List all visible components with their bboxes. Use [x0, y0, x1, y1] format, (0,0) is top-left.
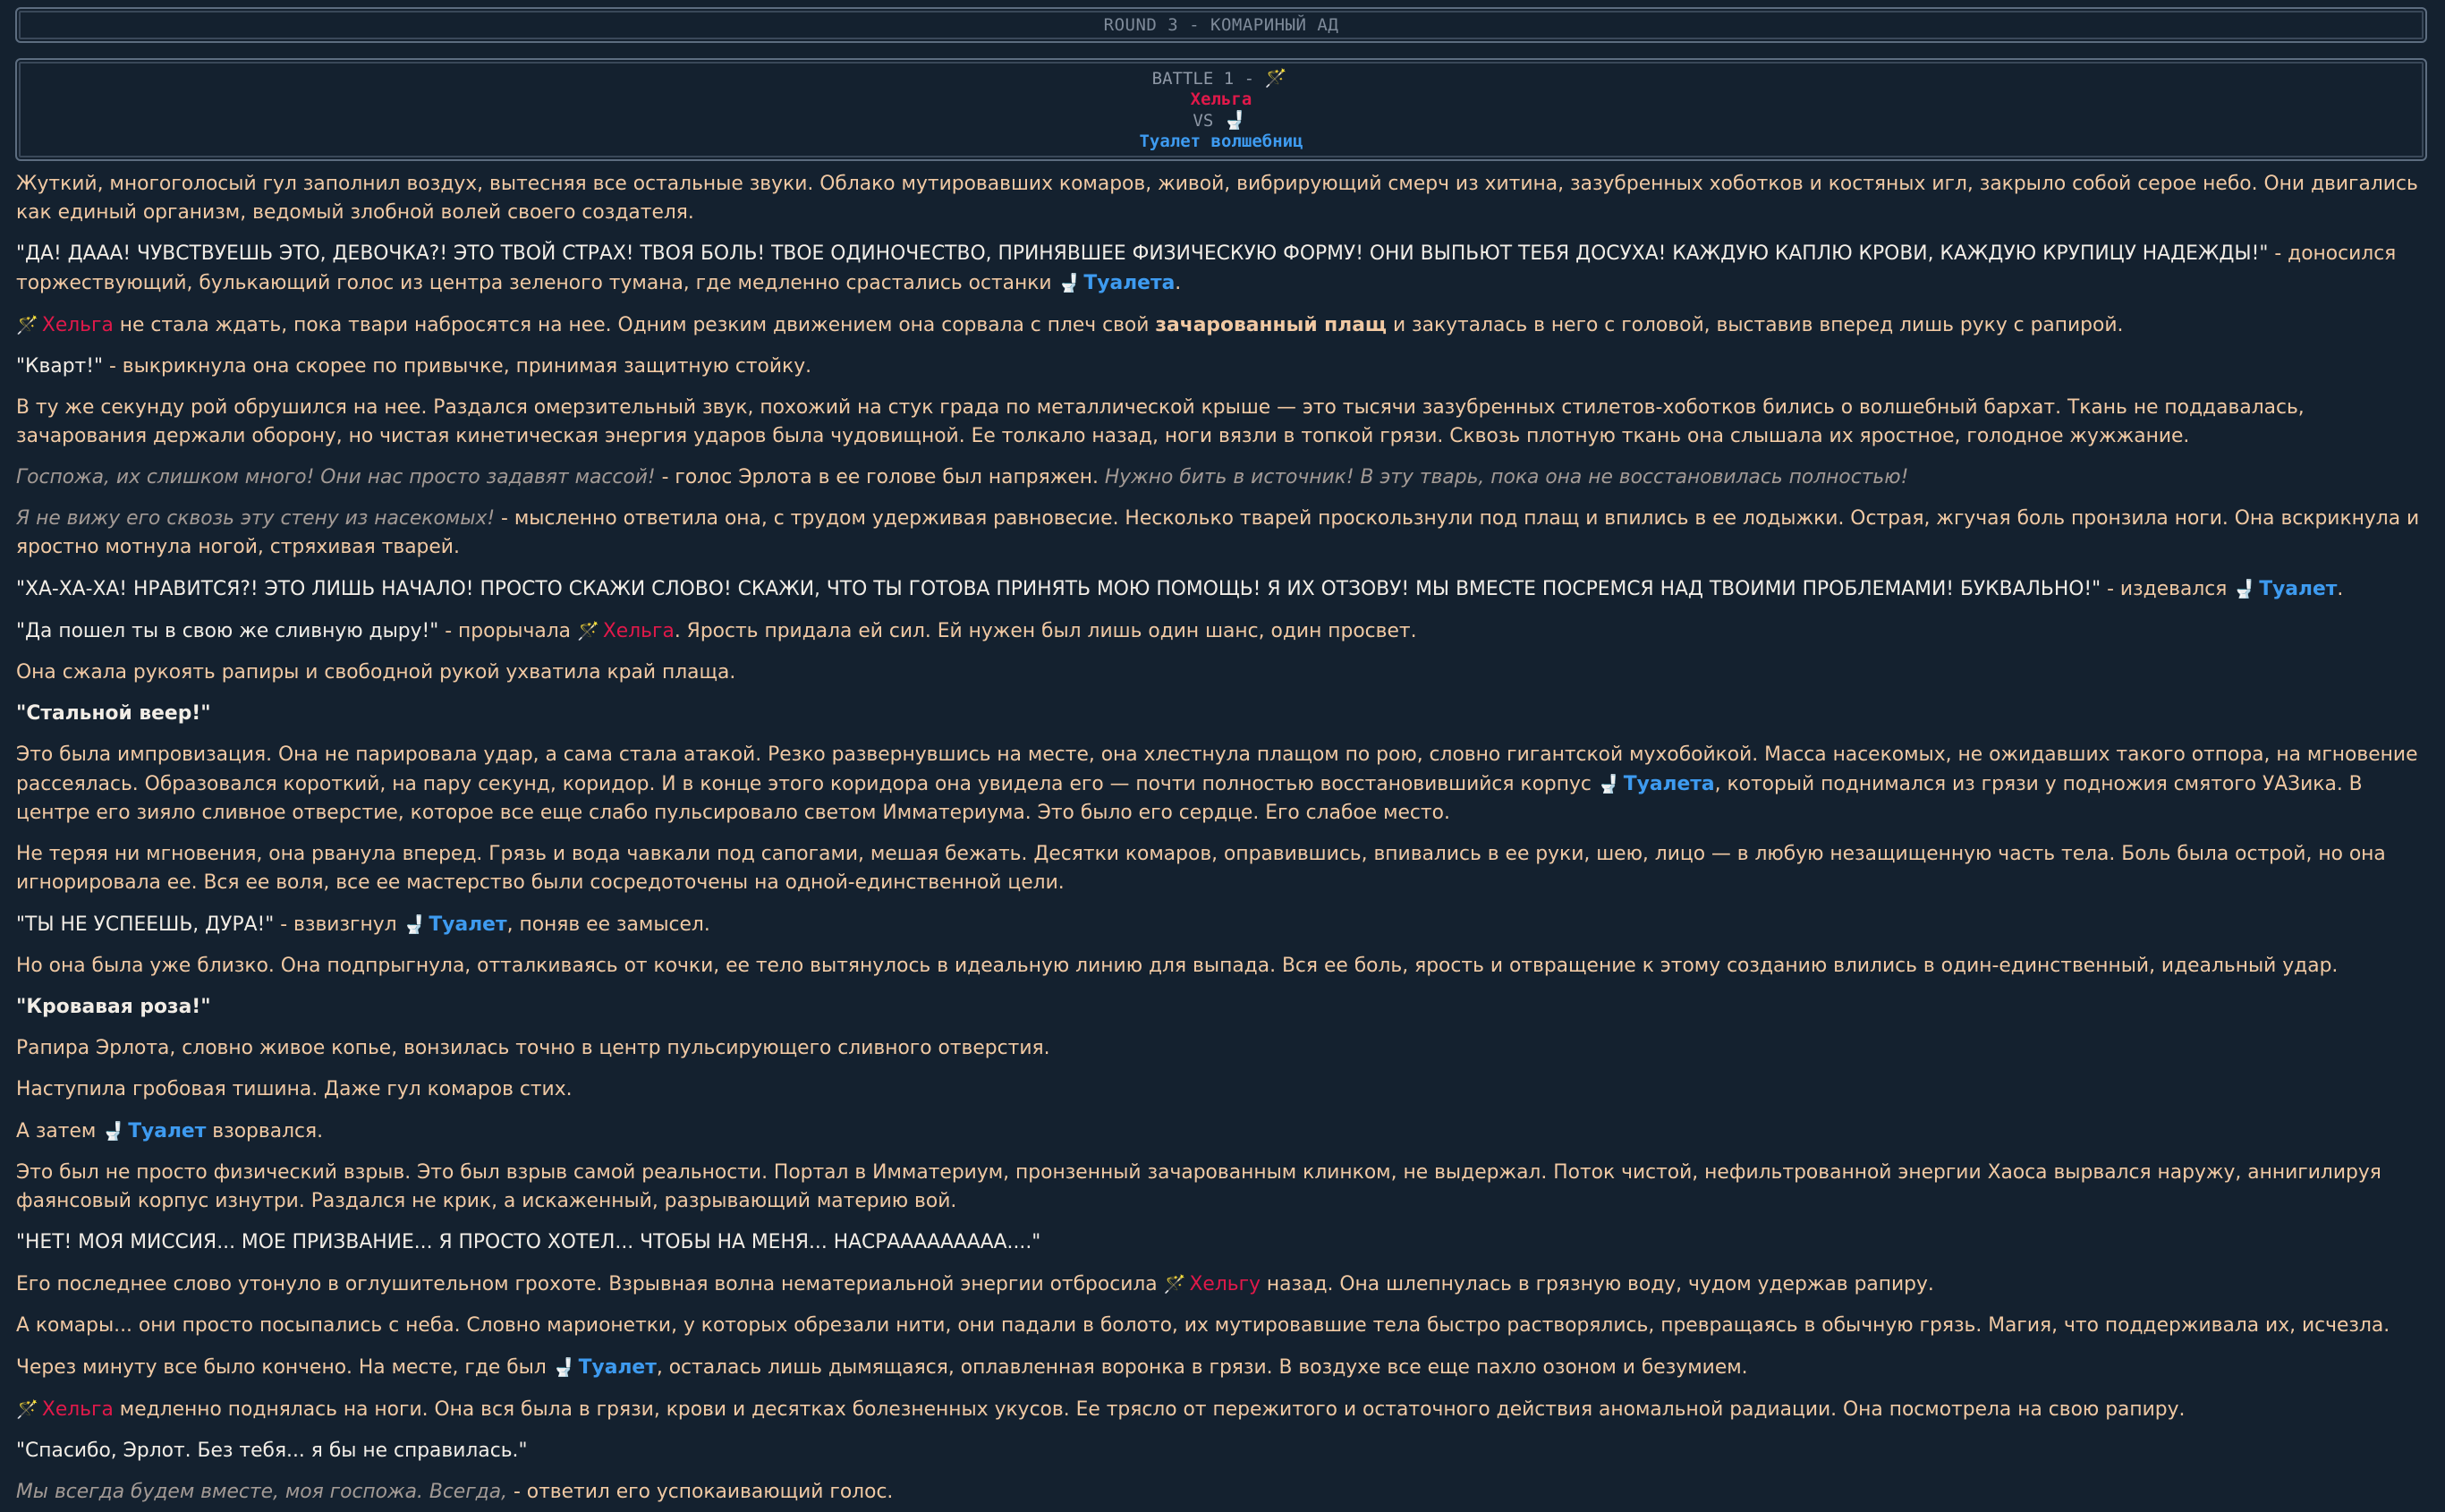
paragraph: [16, 353, 2432, 381]
paragraph: [16, 1270, 2432, 1299]
fighter-2-mention: Туалет: [578, 1356, 657, 1379]
paragraph: [16, 574, 2432, 604]
quote: "Кварт!": [16, 355, 104, 378]
toilet-icon: 🚽: [1597, 773, 1620, 794]
fighter-2-mention: Туалета: [1623, 773, 1715, 795]
quote: "ДА! ДААА! ЧУВСТВУЕШЬ ЭТО, ДЕВОЧКА?! ЭТО ТВОЙ СТРАХ! ТВОЯ БОЛЬ! ТВОЕ ОДИНОЧЕСТВО, ПРИНЯВШЕЕ ФИЗИЧЕСКУЮ ФОРМУ! ОНИ ВЫПЬЮТ ТЕБЯ ДОСУХА! КАЖДУЮ КАПЛЮ КРОВИ, КАЖДУЮ КРУПИЦУ НАДЕЖДЫ!": [16, 242, 2269, 265]
toilet-icon: 🚽: [552, 1356, 575, 1378]
round-header: [15, 7, 2427, 43]
text: Наступила гробовая тишина. Даже гул комаров стих.: [16, 1078, 573, 1100]
fighter-2-mention: Туалет: [2259, 578, 2338, 600]
text: - голос Эрлота в ее голове был напряжен.: [655, 466, 1105, 488]
quote: "Кровавая роза!": [16, 996, 211, 1018]
text: назад. Она шлепнулась в грязную воду, чудом удержав рапиру.: [1260, 1273, 1934, 1295]
text: Это была импровизация. Она не парировала удар, а сама стала атакой. Резко развернувшись на месте, она хлестнула плащом по рою, словно гигантской мухобойкой. Масса насекомых, не ожидавших такого отпора, на мгновение рассеялась. Образовался короткий, на пару секунд, коридор. И в конце этого коридора она увидела его — почти полностью восстановившийся корпус: [16, 743, 2418, 795]
paragraph: [16, 616, 2432, 646]
fighter-1-mention: Хельга: [41, 314, 114, 336]
toilet-icon: 🚽: [1223, 108, 1246, 131]
quote: "НЕТ! МОЯ МИССИЯ... МОЕ ПРИЗВАНИЕ... Я ПРОСТО ХОТЕЛ... ЧТОБЫ НА МЕНЯ... НАСРААААААААА....": [16, 1231, 1041, 1253]
quote: "Стальной веер!": [16, 702, 211, 725]
paragraph: [16, 240, 2432, 298]
magic-wand-icon: 🪄: [1163, 1273, 1186, 1295]
text: А комары... они просто посыпались с неба. Словно марионетки, у которых обрезали нити, они падали в болото, их мутировавшие тела быстро растворялись, превращаясь в обычную грязь. Магия, что поддерживала их, исчезла.: [16, 1314, 2390, 1337]
battle-label: BATTLE 1 -: [1151, 68, 1255, 89]
magic-wand-icon: 🪄: [1264, 66, 1287, 89]
text: Она сжала рукоять рапиры и свободной рукой ухватила край плаща.: [16, 661, 736, 684]
fighter-2-mention: Туалет: [128, 1120, 207, 1142]
battle-header: [15, 58, 2427, 161]
paragraph: [16, 658, 2432, 687]
text: - ответил его успокаивающий голос.: [507, 1481, 894, 1503]
fighter-1-mention: Хельга: [602, 620, 675, 642]
bold-text: зачарованный плащ: [1155, 314, 1388, 336]
fighter-1-mention: Хельга: [41, 1398, 114, 1421]
paragraph: [16, 170, 2432, 227]
toilet-icon: 🚽: [102, 1120, 125, 1142]
text: .: [1175, 272, 1182, 294]
vs-label: VS: [1193, 110, 1214, 131]
text: Но она была уже близко. Она подпрыгнула, отталкиваясь от кочки, ее тело вытянулось в идеальную линию для выпада. Вся ее боль, ярость и отвращение к этому созданию влились в один-единственный, идеальный удар.: [16, 955, 2339, 977]
magic-wand-icon: 🪄: [576, 620, 599, 641]
fighter-1-mention: Хельгу: [1189, 1273, 1261, 1295]
italic-thought: Мы всегда будем вместе, моя госпожа. Всегда,: [16, 1481, 508, 1503]
text: А затем: [16, 1120, 103, 1142]
italic-thought: Госпожа, их слишком много! Они нас просто задавят массой!: [16, 466, 656, 488]
text: - издевался: [2101, 578, 2234, 600]
text: и закуталась в него с головой, выставив вперед лишь руку с рапирой.: [1387, 314, 2124, 336]
text: Это был не просто физический взрыв. Это был взрыв самой реальности. Портал в Имматериум, пронзенный зачарованным клинком, не выдержал. Поток чистой, нефильтрованной энергии Хаоса вырвался наружу, аннигилируя фаянсовый корпус изнутри. Раздался не крик, а искаженный, разрывающий материю вой.: [16, 1161, 2381, 1212]
text: Через минуту все было кончено. На месте, где был: [16, 1356, 553, 1379]
text: Его последнее слово утонуло в оглушительном грохоте. Взрывная волна нематериальной энергии отбросила: [16, 1273, 1164, 1295]
paragraph: [16, 700, 2432, 728]
magic-wand-icon: 🪄: [16, 1398, 38, 1420]
paragraph: [16, 505, 2432, 562]
paragraph: [16, 952, 2432, 981]
paragraph: [16, 1075, 2432, 1104]
paragraph: [16, 1159, 2432, 1216]
paragraph: [16, 1395, 2432, 1424]
paragraph: [16, 1117, 2432, 1146]
text: Жуткий, многоголосый гул заполнил воздух, вытесняя все остальные звуки. Облако мутировавших комаров, живой, вибрирующий смерч из хитина, зазубренных хоботков и костяных игл, закрыло собой серое небо. Они двигались как единый организм, ведомый злобной волей своего создателя.: [16, 173, 2418, 224]
italic-thought: Нужно бить в источник! В эту тварь, пока она не восстановилась полностью!: [1104, 466, 1909, 488]
text: - прорычала: [438, 620, 577, 642]
text: - мысленно ответила она, с трудом удерживая равновесие. Несколько тварей проскользнули под плащ и впились в ее лодыжки. Острая, жгучая боль пронзила ноги. Она вскрикнула и яростно мотнула ногой, стряхивая тварей.: [16, 507, 2420, 558]
paragraph: [16, 1312, 2432, 1340]
paragraph: [16, 1034, 2432, 1063]
fighter-2-mention: Туалета: [1083, 272, 1176, 294]
paragraph: [16, 463, 2432, 492]
text: , осталась лишь дымящаяся, оплавленная воронка в грязи. В воздухе все еще пахло озоном и безумием.: [656, 1356, 1748, 1379]
quote: "ХА-ХА-ХА! НРАВИТСЯ?! ЭТО ЛИШЬ НАЧАЛО! ПРОСТО СКАЖИ СЛОВО! СКАЖИ, ЧТО ТЫ ГОТОВА ПРИНЯТЬ МОЮ ПОМОЩЬ! Я ИХ ОТЗОВУ! МЫ ВМЕСТЕ ПОСРЕМСЯ НАД ТВОИМИ ПРОБЛЕМАМИ! БУКВАЛЬНО!": [16, 578, 2101, 600]
text: не стала ждать, пока твари набросятся на нее. Одним резким движением она сорвала с плеч свой: [113, 314, 1156, 336]
toilet-icon: 🚽: [403, 913, 426, 935]
text: взорвался.: [206, 1120, 324, 1142]
italic-thought: Я не вижу его сквозь эту стену из насекомых!: [16, 507, 496, 530]
paragraph: [16, 993, 2432, 1022]
text: - доносился торжествующий, булькающий голос из центра зеленого тумана, где медленно срастались останки: [16, 242, 2397, 294]
quote: "Спасибо, Эрлот. Без тебя... я бы не справилась.": [16, 1440, 528, 1462]
paragraph: [16, 1353, 2432, 1382]
toilet-icon: 🚽: [2233, 578, 2256, 599]
paragraph: [16, 1228, 2432, 1257]
toilet-icon: 🚽: [1057, 272, 1081, 293]
quote: "Да пошел ты в свою же сливную дыру!": [16, 620, 439, 642]
paragraph: [16, 394, 2432, 451]
paragraph: [16, 1437, 2432, 1465]
text: .: [2337, 578, 2344, 600]
text: - взвизгнул: [274, 913, 403, 936]
text: В ту же секунду рой обрушился на нее. Раздался омерзительный звук, похожий на стук града по металлической крыше — это тысячи зазубренных стилетов-хоботков бились о волшебный бархат. Ткань не поддавалась, зачарования держали оборону, но чистая кинетическая энергия ударов была чудовищной. Ее толкало назад, ноги вязли в топкой грязи. Сквозь плотную ткань она слышала их яростное, голодное жужжание.: [16, 396, 2305, 447]
paragraph: [16, 741, 2432, 828]
paragraph: [16, 310, 2432, 340]
text: медленно поднялась на ноги. Она вся была в грязи, крови и десятках болезненных укусов. Ее трясло от пережитого и остаточного действия аномальной радиации. Она посмотрела на свою рапиру.: [113, 1398, 2186, 1421]
fighter-1-name: Хельга: [1190, 89, 1252, 109]
battle-label-line: [1152, 68, 1291, 89]
story-text: [16, 170, 2432, 1512]
fighter-2-mention: Туалет: [429, 913, 507, 936]
round-title: ROUND 3 - КОМАРИНЫЙ АД: [1103, 15, 1339, 35]
paragraph: [16, 840, 2432, 897]
text: Рапира Эрлота, словно живое копье, вонзилась точно в центр пульсирующего сливного отверстия.: [16, 1037, 1050, 1059]
paragraph: [16, 910, 2432, 939]
fighter-2-name: Туалет волшебниц: [1139, 131, 1303, 151]
text: . Ярость придала ей сил. Ей нужен был лишь один шанс, один просвет.: [674, 620, 1417, 642]
vs-line: [1193, 110, 1249, 132]
text: , поняв ее замысел.: [506, 913, 710, 936]
quote: "ТЫ НЕ УСПЕЕШЬ, ДУРА!": [16, 913, 275, 936]
paragraph: [16, 1478, 2432, 1507]
text: , который поднимался из грязи у подножия смятого УАЗика. В центре его зияло сливное отверстие, которое все еще слабо пульсировало светом Имматериума. Это было его сердце. Его слабое место.: [16, 773, 2363, 824]
text: Не теряя ни мгновения, она рванула вперед. Грязь и вода чавкали под сапогами, мешая бежать. Десятки комаров, оправившись, впивались в ее руки, шею, лицо — в любую незащищенную часть тела. Боль была острой, но она игнорировала ее. Вся ее воля, все ее мастерство были сосредоточены на одной-единственной цели.: [16, 843, 2386, 894]
magic-wand-icon: 🪄: [16, 314, 38, 336]
text: - выкрикнула она скорее по привычке, принимая защитную стойку.: [103, 355, 812, 378]
